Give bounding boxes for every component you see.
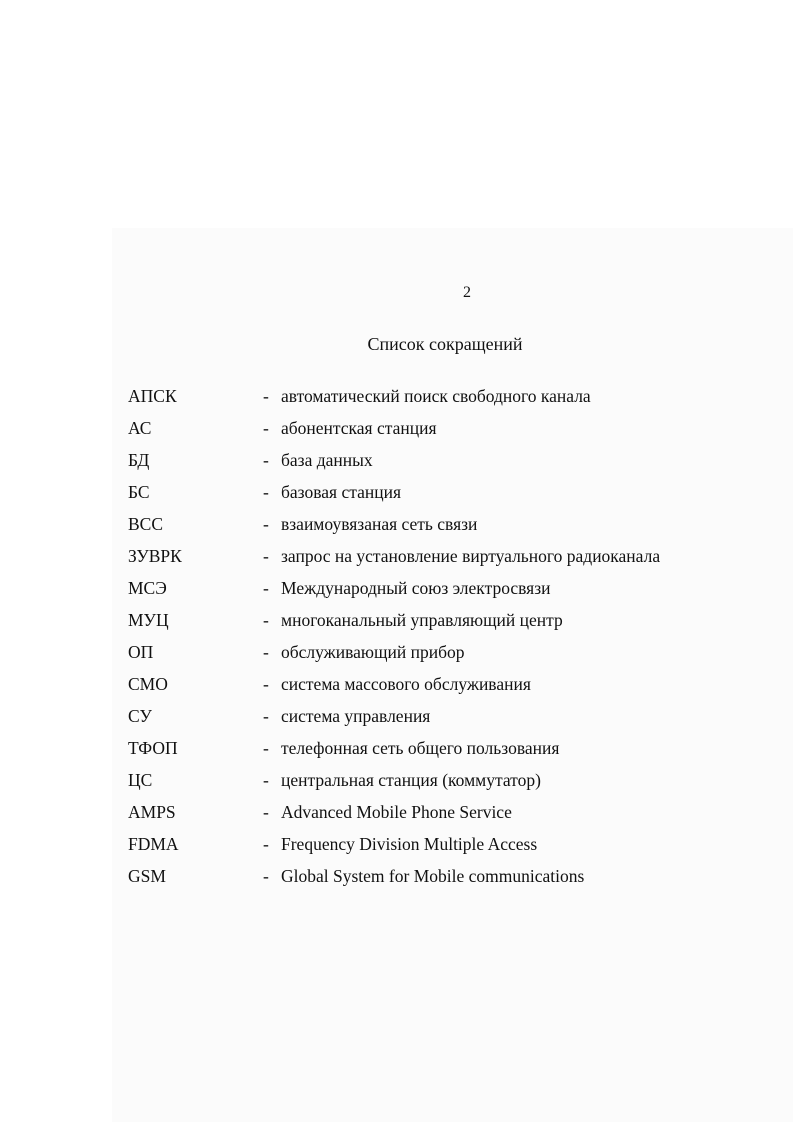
separator-dash: - xyxy=(263,418,269,438)
abbreviation-term: БД xyxy=(128,450,150,470)
separator-dash: - xyxy=(263,770,269,790)
separator-dash: - xyxy=(263,642,269,662)
separator-dash: - xyxy=(263,450,269,470)
abbreviation-row xyxy=(128,417,748,449)
abbreviation-term: МУЦ xyxy=(128,610,169,630)
abbreviation-row xyxy=(128,737,748,769)
page-number: 2 xyxy=(463,284,471,301)
abbreviation-term: ВСС xyxy=(128,514,164,534)
abbreviation-row xyxy=(128,833,748,865)
separator-dash: - xyxy=(263,866,269,886)
abbreviation-definition: база данных xyxy=(281,450,373,470)
separator-dash: - xyxy=(263,706,269,726)
abbreviations-list xyxy=(128,385,748,897)
abbreviation-row xyxy=(128,641,748,673)
abbreviation-definition: обслуживающий прибор xyxy=(281,642,465,662)
separator-dash: - xyxy=(263,514,269,534)
abbreviation-row xyxy=(128,801,748,833)
abbreviation-definition: система управления xyxy=(281,706,431,726)
separator-dash: - xyxy=(263,610,269,630)
separator-dash: - xyxy=(263,674,269,694)
separator-dash: - xyxy=(263,802,269,822)
abbreviation-row xyxy=(128,385,748,417)
abbreviation-term: FDMA xyxy=(128,834,179,854)
abbreviation-row xyxy=(128,673,748,705)
abbreviation-definition: центральная станция (коммутатор) xyxy=(281,770,541,790)
separator-dash: - xyxy=(263,546,269,566)
abbreviation-definition: телефонная сеть общего пользования xyxy=(281,738,560,758)
abbreviation-row xyxy=(128,769,748,801)
abbreviation-definition: Frequency Division Multiple Access xyxy=(281,834,538,854)
abbreviation-term: AMPS xyxy=(128,802,176,822)
abbreviation-definition: Global System for Mobile communications xyxy=(281,866,585,886)
abbreviation-row xyxy=(128,705,748,737)
abbreviation-row xyxy=(128,545,748,577)
abbreviation-definition: Advanced Mobile Phone Service xyxy=(281,802,512,822)
abbreviation-row xyxy=(128,513,748,545)
abbreviation-row xyxy=(128,609,748,641)
separator-dash: - xyxy=(263,386,269,406)
abbreviation-term: ОП xyxy=(128,642,154,662)
abbreviation-definition: взаимоувязаная сеть связи xyxy=(281,514,478,534)
abbreviation-term: БС xyxy=(128,482,150,502)
abbreviation-definition: запрос на установление виртуального радиоканала xyxy=(281,546,661,566)
separator-dash: - xyxy=(263,482,269,502)
separator-dash: - xyxy=(263,738,269,758)
abbreviation-term: ТФОП xyxy=(128,738,178,758)
abbreviation-term: ЗУВРК xyxy=(128,546,182,566)
abbreviation-row xyxy=(128,449,748,481)
abbreviation-term: АС xyxy=(128,418,152,438)
abbreviation-definition: многоканальный управляющий центр xyxy=(281,610,563,630)
abbreviation-definition: автоматический поиск свободного канала xyxy=(281,386,591,406)
abbreviation-row xyxy=(128,865,748,897)
abbreviation-term: МСЭ xyxy=(128,578,167,598)
separator-dash: - xyxy=(263,578,269,598)
abbreviation-term: СУ xyxy=(128,706,152,726)
abbreviations-title: Список сокращений xyxy=(367,334,523,354)
abbreviation-term: GSM xyxy=(128,866,166,886)
abbreviation-term: АПСК xyxy=(128,386,177,406)
abbreviation-row xyxy=(128,481,748,513)
separator-dash: - xyxy=(263,834,269,854)
abbreviation-definition: абонентская станция xyxy=(281,418,437,438)
abbreviation-definition: система массового обслуживания xyxy=(281,674,531,694)
abbreviation-row xyxy=(128,577,748,609)
abbreviation-term: ЦС xyxy=(128,770,153,790)
abbreviation-definition: базовая станция xyxy=(281,482,401,502)
abbreviation-definition: Международный союз электросвязи xyxy=(281,578,551,598)
abbreviation-term: СМО xyxy=(128,674,168,694)
